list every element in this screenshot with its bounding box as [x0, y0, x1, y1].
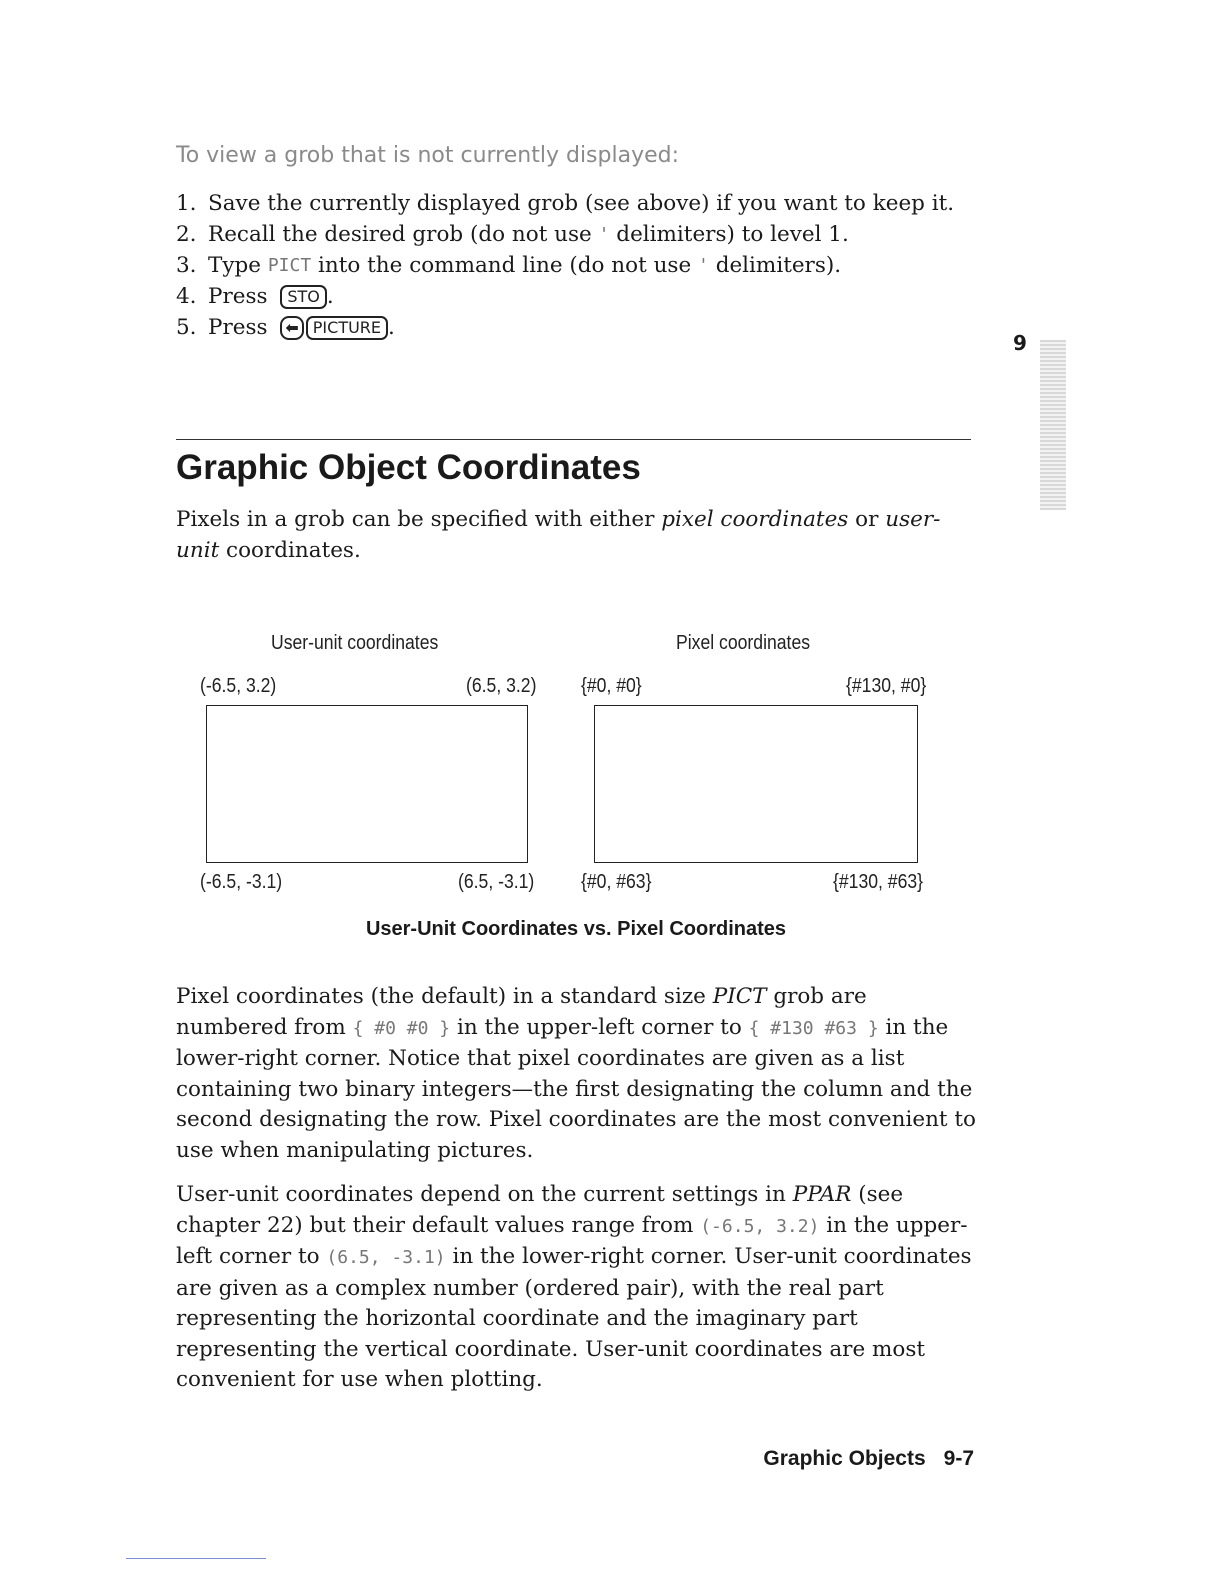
list-item: 1. Save the currently displayed grob (see above) if you want to keep it. — [176, 191, 955, 216]
user-unit-coordinates-paragraph: User-unit coordinates depend on the current settings in PPAR (see chapter 22) but their default values range from (-6.5, 3.2) in the upper-left corner to (6.5, -3.1) in the lower-right corner. User-unit coordinates are given as a complex number (ordered pair), with the real part representing the horizontal coordinate and the imaginary part representing the vertical coordinate. User-unit coordinates are most convenient for use when plotting. — [176, 1182, 972, 1392]
page-footer — [700, 1447, 974, 1471]
pixel-top-left-label: {#0, #0} — [581, 675, 642, 697]
list-item: 2. Recall the desired grob (do not use ' delimiters) to level 1. — [176, 219, 996, 250]
pixel-coordinates-paragraph: Pixel coordinates (the default) in a standard size PICT grob are numbered from { #0 #0 } in the upper-left corner to { #130 #63 } in the lower-right corner. Notice that pixel coordinates are given as a list containing two binary integers—the first designating the column and the second designating the row. Pixel coordinates are the most convenient to use when manipulating pictures. — [176, 984, 976, 1163]
tick-delimiter: ' — [698, 255, 709, 276]
tick-delimiter: ' — [598, 224, 610, 245]
page-number: 9-7 — [943, 1447, 974, 1470]
section-divider — [176, 439, 971, 440]
pixel-figure-title: Pixel coordinates — [676, 632, 811, 654]
chapter-tab-number: 9 — [1013, 331, 1027, 355]
user-bottom-right-label: (6.5, -3.1) — [458, 871, 535, 893]
procedure-heading: To view a grob that is not currently displayed: — [176, 143, 680, 168]
section-title: Graphic Object Coordinates — [176, 448, 641, 487]
list-item: 4. Press STO . — [176, 284, 334, 309]
pixel-bottom-left-label: {#0, #63} — [581, 871, 652, 893]
command-code: PICT — [267, 255, 312, 276]
list-item: 5. Press ⬅ PICTURE . — [176, 315, 395, 340]
intro-paragraph: Pixels in a grob can be specified with either pixel coordinates or user-unit coordinates. — [176, 507, 941, 563]
bottom-edge-line — [126, 1558, 266, 1559]
chapter-tab-marker — [1040, 340, 1066, 510]
pixel-bottom-right-label: {#130, #63} — [833, 871, 924, 893]
user-top-left-label: (-6.5, 3.2) — [200, 675, 277, 697]
picture-key: PICTURE — [306, 316, 388, 340]
coordinates-figure — [176, 600, 976, 910]
user-bottom-left-label: (-6.5, -3.1) — [200, 871, 283, 893]
footer-chapter-label: Graphic Objects — [763, 1447, 926, 1470]
left-shift-key-icon: ⬅ — [280, 316, 303, 340]
user-unit-figure-title: User-unit coordinates — [271, 632, 439, 654]
user-unit-grob-box — [206, 705, 528, 863]
user-top-right-label: (6.5, 3.2) — [466, 675, 537, 697]
pixel-top-right-label: {#130, #0} — [846, 675, 927, 697]
sto-key: STO — [280, 285, 327, 309]
figure-caption: User-Unit Coordinates vs. Pixel Coordinates — [365, 918, 787, 940]
list-item: 3. Type PICT into the command line (do not use ' delimiters). — [176, 250, 996, 281]
procedure-steps — [176, 188, 996, 343]
pixel-grob-box — [594, 705, 918, 863]
